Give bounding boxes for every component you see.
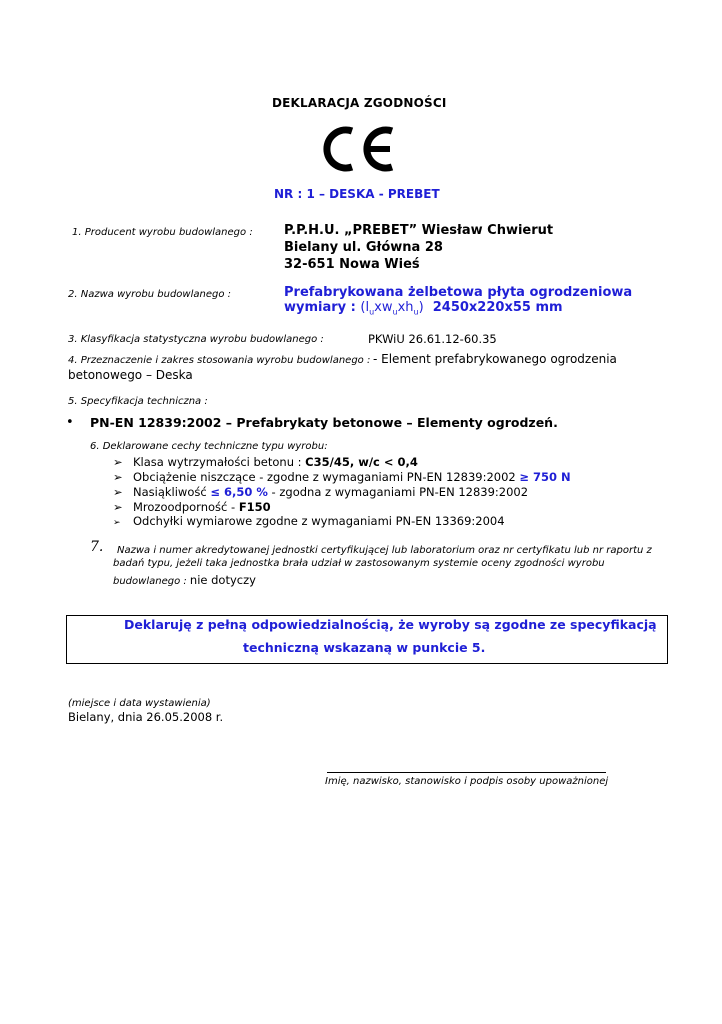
product-dimensions xyxy=(284,299,563,321)
classification-value: PKWiU 26.61.12-60.35 xyxy=(368,332,497,346)
document-number: NR : 1 – DESKA - PREBET xyxy=(274,187,440,201)
certification-line1: Nazwa i numer akredytowanej jednostki certyfikującej lub laboratorium oraz nr certyfikatu lub nr raportu z xyxy=(117,545,652,556)
feature-text: Klasa wytrzymałości betonu : xyxy=(133,455,306,469)
producer-name: P.P.H.U. „PREBET” Wiesław Chwierut xyxy=(284,223,554,238)
product-name: Prefabrykowana żelbetowa płyta ogrodzeniowa xyxy=(284,285,633,300)
arrow-marker-icon: ➢ xyxy=(113,455,123,469)
section7-number: 7. xyxy=(90,539,104,555)
arrow-marker-icon: ➢ xyxy=(113,470,123,484)
spec-bullet: • xyxy=(66,415,74,430)
declaration-line2: techniczną wskazaną w punkcie 5. xyxy=(243,640,486,655)
feature-value: C35/45, w/c < 0,4 xyxy=(305,455,418,469)
feature-text: Nasiąkliwość xyxy=(133,485,211,499)
feature-text-suffix: - zgodna z wymaganiami PN-EN 12839:2002 xyxy=(267,485,529,499)
feature-item-breaking-load xyxy=(113,470,571,484)
dims-x2: xh xyxy=(397,300,414,315)
dims-formula: (l xyxy=(360,300,370,315)
feature-value: ≤ 6,50 % xyxy=(210,485,268,499)
arrow-marker-icon: ➢ xyxy=(113,485,123,499)
certification-line2: badań typu, jeżeli taka jednostka brała udział w zastosowanym systemie oceny zgodności wyrobu xyxy=(113,558,605,569)
features-label: 6. Deklarowane cechy techniczne typu wyrobu: xyxy=(90,441,328,452)
certification-value: nie dotyczy xyxy=(189,573,256,587)
dims-sub-3: u xyxy=(413,307,419,317)
feature-text: Obciążenie niszczące - zgodne z wymaganiami PN-EN 12839:2002 xyxy=(133,470,520,484)
document-title: DEKLARACJA ZGODNOŚCI xyxy=(272,96,447,110)
declaration-line1: Deklaruję z pełną odpowiedzialnością, że wyroby są zgodne ze specyfikacją xyxy=(124,617,657,632)
spec-label: 5. Specyfikacja techniczna : xyxy=(68,396,208,407)
producer-label: 1. Producent wyrobu budowlanego : xyxy=(72,227,253,238)
ce-mark-logo xyxy=(322,122,398,180)
dims-close: ) xyxy=(418,300,424,315)
signature-line xyxy=(327,772,606,773)
arrow-marker-icon: ➢ xyxy=(113,500,123,514)
signature-label: Imię, nazwisko, stanowisko i podpis osoby upoważnionej xyxy=(325,776,609,787)
purpose-value-line1: - Element prefabrykowanego ogrodzenia xyxy=(373,352,617,366)
dims-sub-2: u xyxy=(392,307,398,317)
feature-text: Odchyłki wymiarowe zgodne z wymaganiami PN-EN 13369:2004 xyxy=(133,514,505,528)
producer-city: 32-651 Nowa Wieś xyxy=(284,257,420,272)
feature-item-concrete-class xyxy=(113,455,418,469)
classification-label: 3. Klasyfikacja statystyczna wyrobu budowlanego : xyxy=(68,334,324,345)
feature-value: ≥ 750 N xyxy=(519,470,571,484)
dims-sub-1: u xyxy=(369,307,375,317)
certification-line3-label: budowlanego : xyxy=(113,576,190,587)
feature-item-tolerances xyxy=(113,514,505,528)
place-date-value: Bielany, dnia 26.05.2008 r. xyxy=(68,710,224,724)
arrow-marker-icon: ➢ xyxy=(113,518,121,528)
spec-standard: PN-EN 12839:2002 – Prefabrykaty betonowe – Elementy ogrodzeń. xyxy=(90,415,558,430)
purpose-value-line2: betonowego – Deska xyxy=(68,368,193,382)
dims-value: 2450x220x55 mm xyxy=(432,300,563,315)
purpose-label: 4. Przeznaczenie i zakres stosowania wyrobu budowlanego : xyxy=(68,355,371,366)
dims-prefix: wymiary : xyxy=(284,300,361,315)
certification-line3 xyxy=(113,569,256,588)
feature-item-frost-resistance xyxy=(113,500,271,514)
producer-street: Bielany ul. Główna 28 xyxy=(284,240,443,255)
feature-text: Mrozoodporność - xyxy=(133,500,239,514)
feature-item-absorption xyxy=(113,485,528,499)
place-date-label: (miejsce i data wystawienia) xyxy=(68,698,211,709)
product-name-label: 2. Nazwa wyrobu budowlanego : xyxy=(68,289,231,300)
dims-x1: xw xyxy=(374,300,393,315)
feature-value: F150 xyxy=(238,500,271,514)
